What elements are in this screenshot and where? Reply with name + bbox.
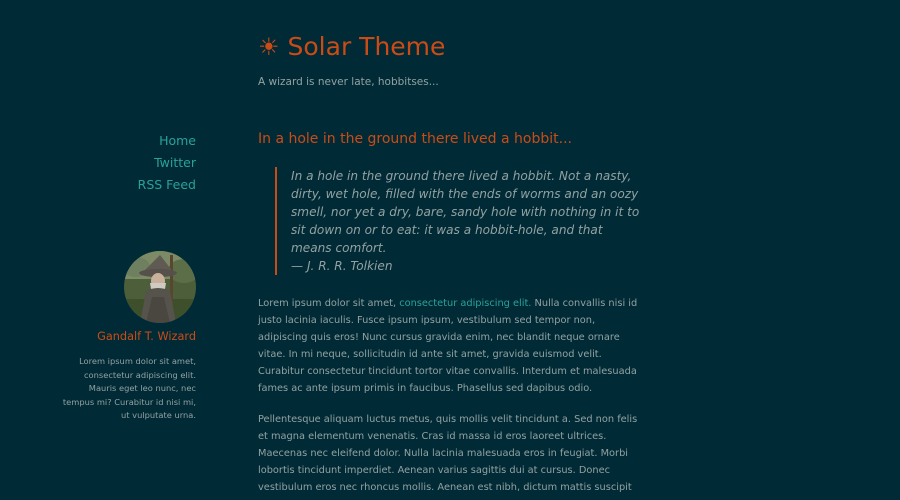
- inline-link[interactable]: consectetur adipiscing elit.: [399, 298, 532, 309]
- nav-link-rss-feed[interactable]: RSS Feed: [137, 177, 196, 192]
- main-content: [258, 130, 643, 496]
- author-bio: Lorem ipsum dolor sit amet, consectetur adipiscing elit. Mauris eget leo nunc, nec tempus mi? Curabitur id nisi mi, ut vulputate urna.: [62, 356, 196, 420]
- post-paragraph: [258, 295, 643, 397]
- sun-icon: ☀: [258, 33, 280, 61]
- paragraph-text: Nulla convallis nisi id justo lacinia iaculis. Fusce ipsum ipsum, vestibulum sed tempor non, adipiscing quis eros! Nunc cursus gravida enim, nec blandit neque ornare vitae. In mi neque, sollicitudin id ante sit amet, gravida euismod velit. Curabitur consectetur tincidunt tortor vitae convallis. Interdum et malesuada fames ac ante ipsum primis in faucibus. Phasellus sed dapibus odio.: [258, 298, 638, 394]
- nav-link-home[interactable]: Home: [159, 133, 196, 148]
- paragraph-text: Lorem ipsum dolor sit amet,: [258, 298, 400, 309]
- nav-item-twitter: [60, 152, 196, 174]
- post-blockquote: [275, 167, 643, 275]
- sidebar-nav: [60, 130, 196, 196]
- post-paragraph: Pellentesque aliquam luctus metus, quis mollis velit tincidunt a. Sed non felis et magna elementum venenatis. Cras id massa id eros laoreet ultrices. Maecenas nec eleifend dolor. Nulla lacinia malesuada eros in feugiat. Morbi lobortis tincidunt imperdiet. Aenean varius sagittis dui at cursus. Donec vestibulum eros nec rhoncus mollis. Aenean est nibh, dictum mattis suscipit: [258, 414, 638, 493]
- site-title: [258, 31, 818, 63]
- quote-text: In a hole in the ground there lived a hobbit. Not a nasty, dirty, wet hole, filled with the ends of worms and an oozy smell, nor yet a dry, bare, sandy hole with nothing in it to sit down on or to eat: it was a hobbit-hole, and that means comfort.: [291, 169, 640, 255]
- site-header: [258, 31, 818, 89]
- quote-attribution: — J. R. R. Tolkien: [291, 259, 393, 273]
- author-avatar: [124, 251, 196, 323]
- sidebar: [60, 130, 196, 423]
- nav-item-rss-feed: [60, 174, 196, 196]
- author-name: Gandalf T. Wizard: [97, 330, 196, 343]
- nav-item-home: [60, 130, 196, 152]
- nav-link-twitter[interactable]: Twitter: [154, 155, 196, 170]
- post-title[interactable]: In a hole in the ground there lived a hobbit...: [258, 131, 572, 147]
- site-tagline: A wizard is never late, hobbitses...: [258, 76, 439, 88]
- site-title-link[interactable]: Solar Theme: [287, 32, 446, 61]
